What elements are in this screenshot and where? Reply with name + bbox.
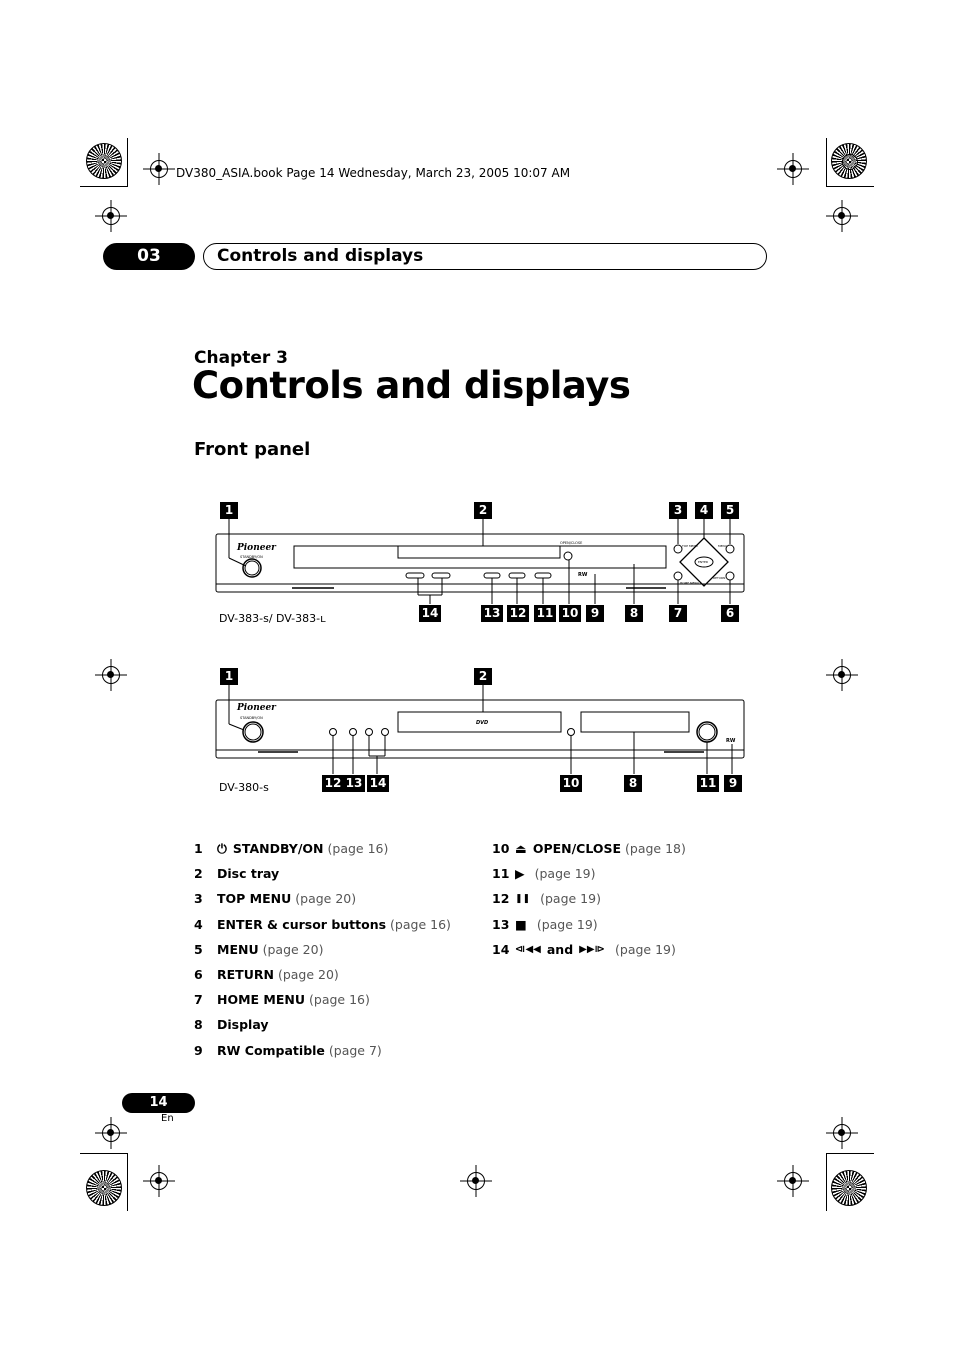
callout-1: 1	[220, 502, 238, 519]
open-close-label: OPEN/CLOSE	[560, 541, 583, 545]
callout-9: 9	[586, 605, 604, 622]
legend-item: 4 ENTER & cursor buttons (page 16)	[194, 916, 451, 932]
standby-label: STANDBY/ON	[240, 716, 263, 720]
chapter-tab-title: Controls and displays	[203, 243, 767, 270]
callout-13: 13	[481, 605, 503, 622]
page-title: Controls and displays	[192, 364, 631, 407]
registration-mark	[150, 160, 168, 178]
legend-item: 10 ⏏ OPEN/CLOSE (page 18)	[492, 841, 686, 857]
power-icon: ⏻	[217, 840, 227, 856]
callout-4: 4	[695, 502, 713, 519]
legend-item: 11 ▶ (page 19)	[492, 866, 596, 882]
registration-mark	[467, 1172, 485, 1190]
registration-mark	[102, 666, 120, 684]
enter-label: ENTER	[698, 560, 708, 564]
legend-item: 13 ■ (page 19)	[492, 916, 598, 932]
legend-right	[492, 836, 686, 962]
callout-11: 11	[697, 775, 719, 792]
legend-item: 3 TOP MENU (page 20)	[194, 891, 357, 907]
callout-5: 5	[721, 502, 739, 519]
registration-wheel-top-right	[831, 143, 867, 179]
stop-icon: ■	[515, 916, 527, 932]
legend-item: 6 RETURN (page 20)	[194, 967, 339, 983]
registration-mark	[833, 666, 851, 684]
chapter-label: Chapter 3	[194, 348, 289, 368]
callout-14: 14	[419, 605, 441, 622]
callout-3: 3	[669, 502, 687, 519]
callout-2: 2	[474, 668, 492, 685]
top-menu-label: TOP MENU	[682, 544, 698, 548]
callout-13: 13	[343, 775, 365, 792]
pause-icon: ❚❚	[515, 893, 531, 904]
registration-mark	[102, 207, 120, 225]
file-info-header: DV380_ASIA.book Page 14 Wednesday, March 23, 2005 10:07 AM	[176, 166, 571, 180]
language-label: En	[161, 1113, 174, 1124]
skip-next-icon: ▶▶⧐	[579, 943, 606, 955]
legend-item: 9 RW Compatible (page 7)	[194, 1042, 382, 1058]
legend-item: 12 ❚❚ (page 19)	[492, 891, 601, 907]
callout-14: 14	[367, 775, 389, 792]
legend-item: 2 Disc tray	[194, 866, 280, 882]
callout-8: 8	[625, 605, 643, 622]
registration-mark	[833, 207, 851, 225]
page-number: 14	[122, 1093, 195, 1113]
brand-logo: Pioneer	[237, 703, 276, 713]
legend-item: 14 ⧏◀◀ and ▶▶⧐ (page 19)	[492, 941, 676, 957]
rw-logo: RW	[578, 572, 588, 578]
home-menu-label: HOME MENU	[680, 581, 699, 585]
callout-9: 9	[724, 775, 742, 792]
callout-6: 6	[721, 605, 739, 622]
model-label-dv383: DV-383-s/ DV-383-ʟ	[219, 612, 326, 625]
legend-item: 1 ⏻ STANDBY/ON (page 16)	[194, 840, 389, 857]
legend-left	[194, 836, 451, 1063]
callout-2: 2	[474, 502, 492, 519]
registration-mark	[102, 1124, 120, 1142]
registration-wheel-bottom-left	[86, 1170, 122, 1206]
menu-label: MENU	[718, 544, 727, 548]
callout-12: 12	[322, 775, 344, 792]
standby-label: STANDBY/ON	[240, 555, 263, 559]
callout-11: 11	[534, 605, 556, 622]
model-label-dv380: DV-380-s	[219, 781, 269, 794]
eject-icon: ⏏	[515, 841, 527, 857]
legend-item: 5 MENU (page 20)	[194, 941, 324, 957]
callout-8: 8	[624, 775, 642, 792]
registration-mark	[784, 160, 802, 178]
registration-mark	[784, 1172, 802, 1190]
callout-1: 1	[220, 668, 238, 685]
skip-previous-icon: ⧏◀◀	[515, 943, 541, 955]
registration-wheel-bottom-right	[831, 1170, 867, 1206]
legend-item: 7 HOME MENU (page 16)	[194, 992, 370, 1008]
chapter-tab-number: 03	[103, 243, 195, 270]
return-label: RETURN	[713, 576, 726, 580]
brand-logo: Pioneer	[237, 543, 276, 553]
callout-12: 12	[507, 605, 529, 622]
registration-wheel-top-left	[86, 143, 122, 179]
section-heading: Front panel	[194, 439, 311, 460]
callout-7: 7	[669, 605, 687, 622]
rw-logo: RW	[726, 738, 736, 744]
registration-mark	[150, 1172, 168, 1190]
play-icon: ▶	[515, 866, 525, 882]
front-panel-dv380-illustration	[210, 668, 750, 798]
legend-item: 8 Display	[194, 1017, 269, 1033]
callout-10: 10	[559, 605, 581, 622]
callout-10: 10	[560, 775, 582, 792]
registration-mark	[833, 1124, 851, 1142]
dvd-logo: DVD	[476, 720, 489, 726]
